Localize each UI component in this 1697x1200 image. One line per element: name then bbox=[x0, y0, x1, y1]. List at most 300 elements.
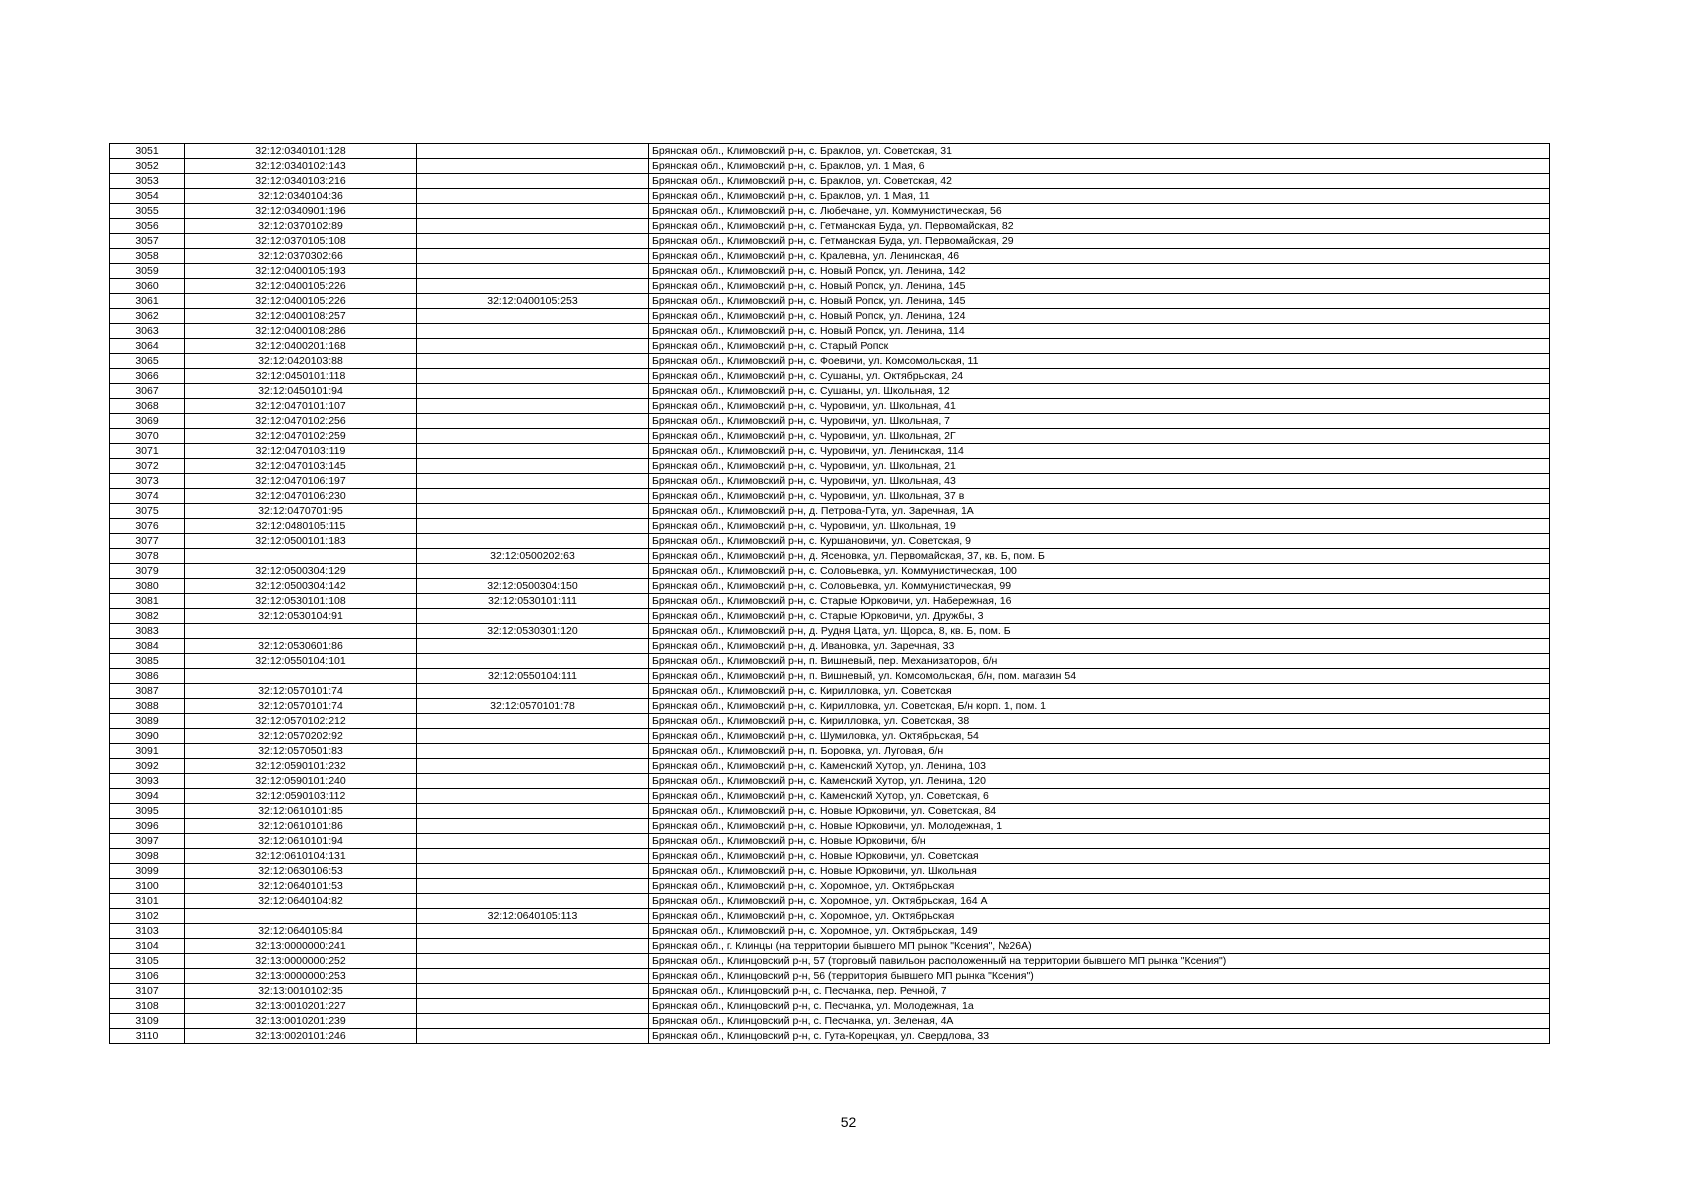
table-row bbox=[110, 1029, 1550, 1044]
row-number-cell: 3089 bbox=[110, 714, 185, 729]
object-cadastral-number-cell: 32:12:0500202:63 bbox=[417, 549, 649, 564]
address-cell: Брянская обл., Климовский р-н, с. Сушаны, ул. Октябрьская, 24 bbox=[649, 369, 1550, 384]
address-cell: Брянская обл., Климовский р-н, с. Новый Ропск, ул. Ленина, 142 bbox=[649, 264, 1550, 279]
land-cadastral-number-cell: 32:12:0610101:85 bbox=[185, 804, 417, 819]
address-cell: Брянская обл., Климовский р-н, с. Кралевна, ул. Ленинская, 46 bbox=[649, 249, 1550, 264]
address-cell: Брянская обл., Климовский р-н, с. Старые Юрковичи, ул. Набережная, 16 bbox=[649, 594, 1550, 609]
land-cadastral-number-cell: 32:12:0570102:212 bbox=[185, 714, 417, 729]
table-row bbox=[110, 159, 1550, 174]
object-cadastral-number-cell bbox=[417, 984, 649, 999]
address-cell: Брянская обл., Климовский р-н, д. Рудня Цата, ул. Щорса, 8, кв. Б, пом. Б bbox=[649, 624, 1550, 639]
object-cadastral-number-cell bbox=[417, 414, 649, 429]
table-row bbox=[110, 264, 1550, 279]
land-cadastral-number-cell: 32:12:0470102:256 bbox=[185, 414, 417, 429]
address-cell: Брянская обл., Климовский р-н, с. Браклов, ул. Советская, 31 bbox=[649, 144, 1550, 159]
object-cadastral-number-cell bbox=[417, 249, 649, 264]
address-cell: Брянская обл., Климовский р-н, с. Гетманская Буда, ул. Первомайская, 82 bbox=[649, 219, 1550, 234]
table-row bbox=[110, 699, 1550, 714]
row-number-cell: 3058 bbox=[110, 249, 185, 264]
row-number-cell: 3108 bbox=[110, 999, 185, 1014]
table-row bbox=[110, 729, 1550, 744]
object-cadastral-number-cell bbox=[417, 519, 649, 534]
row-number-cell: 3094 bbox=[110, 789, 185, 804]
land-cadastral-number-cell: 32:12:0370102:89 bbox=[185, 219, 417, 234]
table-row bbox=[110, 999, 1550, 1014]
object-cadastral-number-cell bbox=[417, 954, 649, 969]
address-cell: Брянская обл., Климовский р-н, с. Шумиловка, ул. Октябрьская, 54 bbox=[649, 729, 1550, 744]
object-cadastral-number-cell bbox=[417, 1029, 649, 1044]
table-row bbox=[110, 669, 1550, 684]
row-number-cell: 3079 bbox=[110, 564, 185, 579]
row-number-cell: 3068 bbox=[110, 399, 185, 414]
object-cadastral-number-cell bbox=[417, 939, 649, 954]
object-cadastral-number-cell: 32:12:0640105:113 bbox=[417, 909, 649, 924]
land-cadastral-number-cell: 32:12:0640101:53 bbox=[185, 879, 417, 894]
object-cadastral-number-cell bbox=[417, 789, 649, 804]
object-cadastral-number-cell bbox=[417, 759, 649, 774]
table-row bbox=[110, 204, 1550, 219]
object-cadastral-number-cell bbox=[417, 654, 649, 669]
row-number-cell: 3102 bbox=[110, 909, 185, 924]
table-row bbox=[110, 609, 1550, 624]
table-row bbox=[110, 399, 1550, 414]
address-cell: Брянская обл., Климовский р-н, д. Петрова-Гута, ул. Заречная, 1А bbox=[649, 504, 1550, 519]
object-cadastral-number-cell bbox=[417, 429, 649, 444]
row-number-cell: 3053 bbox=[110, 174, 185, 189]
object-cadastral-number-cell bbox=[417, 369, 649, 384]
object-cadastral-number-cell bbox=[417, 489, 649, 504]
table-row bbox=[110, 909, 1550, 924]
land-cadastral-number-cell: 32:12:0400108:257 bbox=[185, 309, 417, 324]
address-cell: Брянская обл., Клинцовский р-н, с. Песчанка, ул. Молодежная, 1а bbox=[649, 999, 1550, 1014]
land-cadastral-number-cell: 32:12:0420103:88 bbox=[185, 354, 417, 369]
object-cadastral-number-cell bbox=[417, 354, 649, 369]
address-cell: Брянская обл., Клинцовский р-н, 57 (торговый павильон расположенный на территории бывшего МП рынка "Ксения") bbox=[649, 954, 1550, 969]
table-row bbox=[110, 624, 1550, 639]
address-cell: Брянская обл., Климовский р-н, с. Чуровичи, ул. Школьная, 41 bbox=[649, 399, 1550, 414]
land-cadastral-number-cell: 32:12:0400108:286 bbox=[185, 324, 417, 339]
row-number-cell: 3075 bbox=[110, 504, 185, 519]
address-cell: Брянская обл., Климовский р-н, с. Чуровичи, ул. Школьная, 19 bbox=[649, 519, 1550, 534]
address-cell: Брянская обл., Климовский р-н, д. Ясеновка, ул. Первомайская, 37, кв. Б, пом. Б bbox=[649, 549, 1550, 564]
object-cadastral-number-cell bbox=[417, 279, 649, 294]
row-number-cell: 3090 bbox=[110, 729, 185, 744]
table-row bbox=[110, 144, 1550, 159]
table-row bbox=[110, 384, 1550, 399]
row-number-cell: 3067 bbox=[110, 384, 185, 399]
object-cadastral-number-cell: 32:12:0400105:253 bbox=[417, 294, 649, 309]
address-cell: Брянская обл., Климовский р-н, с. Куршановичи, ул. Советская, 9 bbox=[649, 534, 1550, 549]
object-cadastral-number-cell bbox=[417, 879, 649, 894]
table-row bbox=[110, 534, 1550, 549]
address-cell: Брянская обл., Климовский р-н, с. Соловьевка, ул. Коммунистическая, 99 bbox=[649, 579, 1550, 594]
land-cadastral-number-cell: 32:13:0010102:35 bbox=[185, 984, 417, 999]
object-cadastral-number-cell bbox=[417, 384, 649, 399]
land-cadastral-number-cell: 32:13:0010201:239 bbox=[185, 1014, 417, 1029]
object-cadastral-number-cell bbox=[417, 1014, 649, 1029]
row-number-cell: 3073 bbox=[110, 474, 185, 489]
row-number-cell: 3065 bbox=[110, 354, 185, 369]
land-cadastral-number-cell: 32:12:0370302:66 bbox=[185, 249, 417, 264]
table-row bbox=[110, 804, 1550, 819]
table-row bbox=[110, 924, 1550, 939]
address-cell: Брянская обл., Климовский р-н, с. Новый Ропск, ул. Ленина, 145 bbox=[649, 279, 1550, 294]
row-number-cell: 3063 bbox=[110, 324, 185, 339]
address-cell: Брянская обл., Климовский р-н, с. Хоромное, ул. Октябрьская, 164 А bbox=[649, 894, 1550, 909]
table-row bbox=[110, 1014, 1550, 1029]
row-number-cell: 3087 bbox=[110, 684, 185, 699]
object-cadastral-number-cell bbox=[417, 159, 649, 174]
object-cadastral-number-cell bbox=[417, 714, 649, 729]
address-cell: Брянская обл., Климовский р-н, с. Старые Юрковичи, ул. Дружбы, 3 bbox=[649, 609, 1550, 624]
land-cadastral-number-cell: 32:12:0450101:118 bbox=[185, 369, 417, 384]
object-cadastral-number-cell bbox=[417, 234, 649, 249]
table-row bbox=[110, 309, 1550, 324]
object-cadastral-number-cell bbox=[417, 864, 649, 879]
row-number-cell: 3093 bbox=[110, 774, 185, 789]
table-row bbox=[110, 339, 1550, 354]
object-cadastral-number-cell bbox=[417, 174, 649, 189]
row-number-cell: 3083 bbox=[110, 624, 185, 639]
land-cadastral-number-cell: 32:12:0570101:74 bbox=[185, 699, 417, 714]
land-cadastral-number-cell: 32:12:0590101:232 bbox=[185, 759, 417, 774]
address-cell: Брянская обл., Климовский р-н, с. Чуровичи, ул. Школьная, 2Г bbox=[649, 429, 1550, 444]
land-cadastral-number-cell: 32:12:0570101:74 bbox=[185, 684, 417, 699]
object-cadastral-number-cell bbox=[417, 444, 649, 459]
address-cell: Брянская обл., Климовский р-н, с. Каменский Хутор, ул. Ленина, 120 bbox=[649, 774, 1550, 789]
row-number-cell: 3084 bbox=[110, 639, 185, 654]
table-row bbox=[110, 504, 1550, 519]
address-cell: Брянская обл., Климовский р-н, с. Кирилловка, ул. Советская, Б/н корп. 1, пом. 1 bbox=[649, 699, 1550, 714]
land-cadastral-number-cell: 32:13:0020101:246 bbox=[185, 1029, 417, 1044]
row-number-cell: 3052 bbox=[110, 159, 185, 174]
land-cadastral-number-cell: 32:12:0340102:143 bbox=[185, 159, 417, 174]
row-number-cell: 3100 bbox=[110, 879, 185, 894]
row-number-cell: 3101 bbox=[110, 894, 185, 909]
land-cadastral-number-cell: 32:12:0640105:84 bbox=[185, 924, 417, 939]
object-cadastral-number-cell bbox=[417, 189, 649, 204]
land-cadastral-number-cell: 32:12:0610101:86 bbox=[185, 819, 417, 834]
address-cell: Брянская обл., Климовский р-н, с. Фоевичи, ул. Комсомольская, 11 bbox=[649, 354, 1550, 369]
land-cadastral-number-cell: 32:12:0340104:36 bbox=[185, 189, 417, 204]
row-number-cell: 3066 bbox=[110, 369, 185, 384]
land-cadastral-number-cell: 32:12:0400105:193 bbox=[185, 264, 417, 279]
object-cadastral-number-cell bbox=[417, 999, 649, 1014]
object-cadastral-number-cell bbox=[417, 744, 649, 759]
land-cadastral-number-cell: 32:13:0000000:253 bbox=[185, 969, 417, 984]
land-cadastral-number-cell: 32:12:0640104:82 bbox=[185, 894, 417, 909]
object-cadastral-number-cell bbox=[417, 459, 649, 474]
row-number-cell: 3062 bbox=[110, 309, 185, 324]
land-cadastral-number-cell: 32:12:0470106:230 bbox=[185, 489, 417, 504]
address-cell: Брянская обл., г. Клинцы (на территории бывшего МП рынок "Ксения", №26А) bbox=[649, 939, 1550, 954]
row-number-cell: 3072 bbox=[110, 459, 185, 474]
land-cadastral-number-cell: 32:12:0500101:183 bbox=[185, 534, 417, 549]
page-number: 52 bbox=[840, 1114, 857, 1130]
land-cadastral-number-cell: 32:12:0340901:196 bbox=[185, 204, 417, 219]
object-cadastral-number-cell bbox=[417, 144, 649, 159]
land-cadastral-number-cell: 32:12:0570501:83 bbox=[185, 744, 417, 759]
row-number-cell: 3104 bbox=[110, 939, 185, 954]
address-cell: Брянская обл., Климовский р-н, с. Новые Юрковичи, ул. Молодежная, 1 bbox=[649, 819, 1550, 834]
row-number-cell: 3055 bbox=[110, 204, 185, 219]
table-row bbox=[110, 564, 1550, 579]
address-cell: Брянская обл., Климовский р-н, с. Чуровичи, ул. Школьная, 21 bbox=[649, 459, 1550, 474]
table-row bbox=[110, 864, 1550, 879]
land-cadastral-number-cell: 32:12:0400105:226 bbox=[185, 279, 417, 294]
land-cadastral-number-cell: 32:12:0450101:94 bbox=[185, 384, 417, 399]
address-cell: Брянская обл., Климовский р-н, с. Браклов, ул. 1 Мая, 11 bbox=[649, 189, 1550, 204]
address-cell: Брянская обл., Клинцовский р-н, 56 (территория бывшего МП рынка "Ксения") bbox=[649, 969, 1550, 984]
object-cadastral-number-cell bbox=[417, 969, 649, 984]
object-cadastral-number-cell bbox=[417, 609, 649, 624]
table-row bbox=[110, 354, 1550, 369]
table-row bbox=[110, 954, 1550, 969]
row-number-cell: 3059 bbox=[110, 264, 185, 279]
row-number-cell: 3086 bbox=[110, 669, 185, 684]
row-number-cell: 3076 bbox=[110, 519, 185, 534]
object-cadastral-number-cell bbox=[417, 819, 649, 834]
table-row bbox=[110, 189, 1550, 204]
table-row bbox=[110, 969, 1550, 984]
land-cadastral-number-cell: 32:12:0500304:142 bbox=[185, 579, 417, 594]
table-row bbox=[110, 834, 1550, 849]
address-cell: Брянская обл., Клинцовский р-н, с. Песчанка, ул. Зеленая, 4А bbox=[649, 1014, 1550, 1029]
land-cadastral-number-cell: 32:12:0590103:112 bbox=[185, 789, 417, 804]
table-row bbox=[110, 219, 1550, 234]
table-row bbox=[110, 249, 1550, 264]
table-row bbox=[110, 684, 1550, 699]
land-cadastral-number-cell bbox=[185, 909, 417, 924]
object-cadastral-number-cell bbox=[417, 474, 649, 489]
land-cadastral-number-cell: 32:12:0530601:86 bbox=[185, 639, 417, 654]
land-cadastral-number-cell: 32:12:0470103:119 bbox=[185, 444, 417, 459]
address-cell: Брянская обл., Климовский р-н, с. Чуровичи, ул. Школьная, 7 bbox=[649, 414, 1550, 429]
object-cadastral-number-cell: 32:12:0500304:150 bbox=[417, 579, 649, 594]
table-row bbox=[110, 789, 1550, 804]
address-cell: Брянская обл., Клинцовский р-н, с. Гута-Корецкая, ул. Свердлова, 33 bbox=[649, 1029, 1550, 1044]
address-cell: Брянская обл., Климовский р-н, с. Каменский Хутор, ул. Ленина, 103 bbox=[649, 759, 1550, 774]
object-cadastral-number-cell bbox=[417, 399, 649, 414]
address-cell: Брянская обл., Климовский р-н, с. Чуровичи, ул. Ленинская, 114 bbox=[649, 444, 1550, 459]
address-cell: Брянская обл., Климовский р-н, п. Вишневый, ул. Комсомольская, б/н, пом. магазин 54 bbox=[649, 669, 1550, 684]
table-row bbox=[110, 459, 1550, 474]
row-number-cell: 3069 bbox=[110, 414, 185, 429]
object-cadastral-number-cell bbox=[417, 534, 649, 549]
land-cadastral-number-cell: 32:12:0570202:92 bbox=[185, 729, 417, 744]
land-cadastral-number-cell: 32:12:0340101:128 bbox=[185, 144, 417, 159]
table-row bbox=[110, 444, 1550, 459]
address-cell: Брянская обл., Климовский р-н, с. Старый Ропск bbox=[649, 339, 1550, 354]
row-number-cell: 3098 bbox=[110, 849, 185, 864]
row-number-cell: 3056 bbox=[110, 219, 185, 234]
address-cell: Брянская обл., Климовский р-н, с. Новые Юрковичи, ул. Школьная bbox=[649, 864, 1550, 879]
object-cadastral-number-cell bbox=[417, 504, 649, 519]
address-cell: Брянская обл., Климовский р-н, с. Хоромное, ул. Октябрьская, 149 bbox=[649, 924, 1550, 939]
row-number-cell: 3092 bbox=[110, 759, 185, 774]
row-number-cell: 3077 bbox=[110, 534, 185, 549]
address-cell: Брянская обл., Климовский р-н, с. Браклов, ул. Советская, 42 bbox=[649, 174, 1550, 189]
row-number-cell: 3107 bbox=[110, 984, 185, 999]
object-cadastral-number-cell bbox=[417, 309, 649, 324]
land-cadastral-number-cell: 32:12:0400201:168 bbox=[185, 339, 417, 354]
table-row bbox=[110, 174, 1550, 189]
object-cadastral-number-cell: 32:12:0530301:120 bbox=[417, 624, 649, 639]
table-row bbox=[110, 819, 1550, 834]
address-cell: Брянская обл., Климовский р-н, с. Кирилловка, ул. Советская bbox=[649, 684, 1550, 699]
land-cadastral-number-cell: 32:13:0010201:227 bbox=[185, 999, 417, 1014]
address-cell: Брянская обл., Климовский р-н, с. Браклов, ул. 1 Мая, 6 bbox=[649, 159, 1550, 174]
table-row bbox=[110, 369, 1550, 384]
table-row bbox=[110, 879, 1550, 894]
land-cadastral-number-cell bbox=[185, 624, 417, 639]
land-cadastral-number-cell: 32:13:0000000:241 bbox=[185, 939, 417, 954]
row-number-cell: 3070 bbox=[110, 429, 185, 444]
address-cell: Брянская обл., Климовский р-н, с. Любечане, ул. Коммунистическая, 56 bbox=[649, 204, 1550, 219]
address-cell: Брянская обл., Климовский р-н, с. Чуровичи, ул. Школьная, 43 bbox=[649, 474, 1550, 489]
table-row bbox=[110, 234, 1550, 249]
object-cadastral-number-cell bbox=[417, 264, 649, 279]
object-cadastral-number-cell bbox=[417, 324, 649, 339]
land-cadastral-number-cell: 32:12:0530104:91 bbox=[185, 609, 417, 624]
object-cadastral-number-cell: 32:12:0530101:111 bbox=[417, 594, 649, 609]
land-cadastral-number-cell: 32:12:0340103:216 bbox=[185, 174, 417, 189]
row-number-cell: 3109 bbox=[110, 1014, 185, 1029]
table-row bbox=[110, 279, 1550, 294]
row-number-cell: 3064 bbox=[110, 339, 185, 354]
object-cadastral-number-cell: 32:12:0570101:78 bbox=[417, 699, 649, 714]
table-row bbox=[110, 474, 1550, 489]
object-cadastral-number-cell bbox=[417, 894, 649, 909]
address-cell: Брянская обл., Климовский р-н, д. Ивановка, ул. Заречная, 33 bbox=[649, 639, 1550, 654]
address-cell: Брянская обл., Климовский р-н, с. Новые Юрковичи, ул. Советская, 84 bbox=[649, 804, 1550, 819]
object-cadastral-number-cell: 32:12:0550104:111 bbox=[417, 669, 649, 684]
row-number-cell: 3060 bbox=[110, 279, 185, 294]
table-row bbox=[110, 759, 1550, 774]
table-row bbox=[110, 849, 1550, 864]
table-row bbox=[110, 549, 1550, 564]
address-cell: Брянская обл., Климовский р-н, п. Вишневый, пер. Механизаторов, б/н bbox=[649, 654, 1550, 669]
table-row bbox=[110, 654, 1550, 669]
address-cell: Брянская обл., Климовский р-н, с. Сушаны, ул. Школьная, 12 bbox=[649, 384, 1550, 399]
address-cell: Брянская обл., Климовский р-н, п. Боровка, ул. Луговая, б/н bbox=[649, 744, 1550, 759]
row-number-cell: 3054 bbox=[110, 189, 185, 204]
row-number-cell: 3074 bbox=[110, 489, 185, 504]
address-cell: Брянская обл., Климовский р-н, с. Новый Ропск, ул. Ленина, 114 bbox=[649, 324, 1550, 339]
object-cadastral-number-cell bbox=[417, 564, 649, 579]
row-number-cell: 3105 bbox=[110, 954, 185, 969]
land-cadastral-number-cell: 32:12:0470701:95 bbox=[185, 504, 417, 519]
row-number-cell: 3088 bbox=[110, 699, 185, 714]
land-cadastral-number-cell: 32:12:0530101:108 bbox=[185, 594, 417, 609]
land-cadastral-number-cell: 32:12:0610104:131 bbox=[185, 849, 417, 864]
land-cadastral-number-cell: 32:12:0610101:94 bbox=[185, 834, 417, 849]
object-cadastral-number-cell bbox=[417, 924, 649, 939]
register-body bbox=[110, 144, 1550, 1044]
address-cell: Брянская обл., Климовский р-н, с. Хоромное, ул. Октябрьская bbox=[649, 879, 1550, 894]
row-number-cell: 3095 bbox=[110, 804, 185, 819]
table-row bbox=[110, 639, 1550, 654]
land-cadastral-number-cell: 32:13:0000000:252 bbox=[185, 954, 417, 969]
address-cell: Брянская обл., Климовский р-н, с. Гетманская Буда, ул. Первомайская, 29 bbox=[649, 234, 1550, 249]
land-cadastral-number-cell bbox=[185, 549, 417, 564]
row-number-cell: 3097 bbox=[110, 834, 185, 849]
land-cadastral-number-cell: 32:12:0400105:226 bbox=[185, 294, 417, 309]
land-cadastral-number-cell bbox=[185, 669, 417, 684]
row-number-cell: 3061 bbox=[110, 294, 185, 309]
land-cadastral-number-cell: 32:12:0470102:259 bbox=[185, 429, 417, 444]
row-number-cell: 3110 bbox=[110, 1029, 185, 1044]
object-cadastral-number-cell bbox=[417, 219, 649, 234]
table-row bbox=[110, 414, 1550, 429]
address-cell: Брянская обл., Климовский р-н, с. Новый Ропск, ул. Ленина, 124 bbox=[649, 309, 1550, 324]
row-number-cell: 3099 bbox=[110, 864, 185, 879]
object-cadastral-number-cell bbox=[417, 684, 649, 699]
table-row bbox=[110, 939, 1550, 954]
object-cadastral-number-cell bbox=[417, 834, 649, 849]
object-cadastral-number-cell bbox=[417, 339, 649, 354]
object-cadastral-number-cell bbox=[417, 639, 649, 654]
row-number-cell: 3078 bbox=[110, 549, 185, 564]
object-cadastral-number-cell bbox=[417, 729, 649, 744]
row-number-cell: 3082 bbox=[110, 609, 185, 624]
address-cell: Брянская обл., Климовский р-н, с. Новые Юрковичи, б/н bbox=[649, 834, 1550, 849]
address-cell: Брянская обл., Климовский р-н, с. Новые Юрковичи, ул. Советская bbox=[649, 849, 1550, 864]
land-cadastral-number-cell: 32:12:0630106:53 bbox=[185, 864, 417, 879]
object-cadastral-number-cell bbox=[417, 204, 649, 219]
table-row bbox=[110, 774, 1550, 789]
address-cell: Брянская обл., Климовский р-н, с. Каменский Хутор, ул. Советская, 6 bbox=[649, 789, 1550, 804]
table-row bbox=[110, 744, 1550, 759]
address-cell: Брянская обл., Климовский р-н, с. Соловьевка, ул. Коммунистическая, 100 bbox=[649, 564, 1550, 579]
table-row bbox=[110, 714, 1550, 729]
table-row bbox=[110, 984, 1550, 999]
address-cell: Брянская обл., Климовский р-н, с. Хоромное, ул. Октябрьская bbox=[649, 909, 1550, 924]
address-cell: Брянская обл., Климовский р-н, с. Кирилловка, ул. Советская, 38 bbox=[649, 714, 1550, 729]
table-row bbox=[110, 519, 1550, 534]
row-number-cell: 3081 bbox=[110, 594, 185, 609]
table-row bbox=[110, 429, 1550, 444]
row-number-cell: 3051 bbox=[135, 145, 159, 157]
table-row bbox=[110, 324, 1550, 339]
land-cadastral-number-cell: 32:12:0590101:240 bbox=[185, 774, 417, 789]
property-register-table bbox=[109, 143, 1550, 1044]
table-row bbox=[110, 894, 1550, 909]
row-number-cell: 3091 bbox=[110, 744, 185, 759]
table-row bbox=[110, 579, 1550, 594]
land-cadastral-number-cell: 32:12:0370105:108 bbox=[185, 234, 417, 249]
land-cadastral-number-cell: 32:12:0550104:101 bbox=[185, 654, 417, 669]
object-cadastral-number-cell bbox=[417, 804, 649, 819]
land-cadastral-number-cell: 32:12:0470106:197 bbox=[185, 474, 417, 489]
address-cell: Брянская обл., Климовский р-н, с. Чуровичи, ул. Школьная, 37 в bbox=[649, 489, 1550, 504]
land-cadastral-number-cell: 32:12:0470103:145 bbox=[185, 459, 417, 474]
object-cadastral-number-cell bbox=[417, 774, 649, 789]
table-row bbox=[110, 594, 1550, 609]
row-number-cell: 3106 bbox=[110, 969, 185, 984]
table-row bbox=[110, 489, 1550, 504]
address-cell: Брянская обл., Клинцовский р-н, с. Песчанка, пер. Речной, 7 bbox=[649, 984, 1550, 999]
row-number-cell: 3096 bbox=[110, 819, 185, 834]
land-cadastral-number-cell: 32:12:0500304:129 bbox=[185, 564, 417, 579]
land-cadastral-number-cell: 32:12:0480105:115 bbox=[185, 519, 417, 534]
address-cell: Брянская обл., Климовский р-н, с. Новый Ропск, ул. Ленина, 145 bbox=[649, 294, 1550, 309]
row-number-cell: 3080 bbox=[110, 579, 185, 594]
row-number-cell: 3057 bbox=[110, 234, 185, 249]
row-number-cell: 3103 bbox=[110, 924, 185, 939]
object-cadastral-number-cell bbox=[417, 849, 649, 864]
table-row bbox=[110, 294, 1550, 309]
